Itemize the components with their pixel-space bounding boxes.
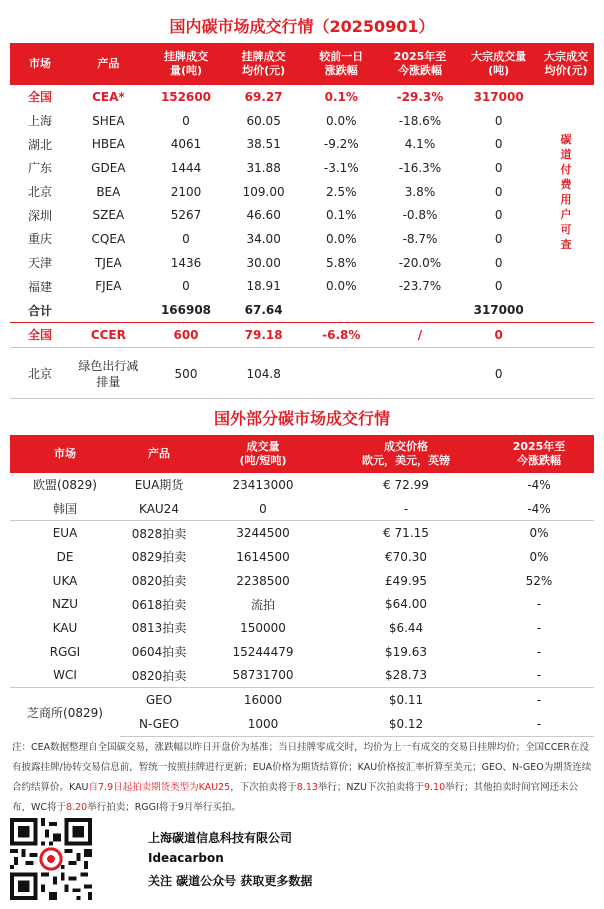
table-cell: 0 (459, 322, 538, 347)
table-cell: 北京 (28, 185, 53, 200)
table-cell: 31.88 (246, 160, 281, 175)
table-cell (538, 298, 594, 322)
table-cell: CQEA (91, 231, 126, 246)
table-cell: 0 (494, 184, 503, 199)
table-cell: 0% (529, 549, 549, 564)
table-cell: € 71.15 (383, 526, 429, 541)
table-cell: 60.05 (246, 113, 281, 128)
table-cell: GEO (145, 693, 173, 708)
table-cell: 0813拍卖 (131, 621, 187, 636)
table-cell: KAU (52, 620, 78, 635)
table-cell: -0.8% (402, 208, 438, 223)
table-cell: SZEA (92, 208, 125, 223)
table-cell: 0.0% (326, 279, 357, 294)
table-cell: -8.7% (402, 231, 438, 246)
table-cell: HBEA (91, 137, 125, 152)
qr-code-icon (10, 818, 92, 900)
table-cell: $64.00 (385, 597, 427, 612)
table-row (10, 521, 594, 545)
table-cell: 4.1% (404, 137, 436, 152)
table-cell: 0% (529, 526, 549, 541)
foreign-header-cell: 成交价格 欧元，美元，英镑 (328, 435, 484, 473)
table-cell: SHEA (92, 113, 125, 128)
table-cell: 0 (182, 231, 190, 246)
table-cell: 5.8% (326, 255, 357, 270)
table-row (10, 569, 594, 593)
table-cell: 104.8 (246, 366, 281, 381)
table-row (10, 275, 594, 299)
footnote: 注：CEA数据整理自全国碳交易，涨跌幅以昨日开盘价为基准；当日挂牌零成交时，均价为上一有成交的交易日挂牌均价；全国CCER在没有披露挂牌/协转交易信息前，暂统一按照挂牌进行更新；EUA价格为期货结算价；KAU价格按汇率折算至美元；GEO、N-GEO为期货连续合约结算价。KAU自7.9日起拍卖期货类型为KAU25，下次拍卖将于8.13举行；NZU下次拍卖将于9.10举行；其他拍卖时间官网还未公布，WC将于8.20举行拍卖；RGGI将于9月举行买拍。 (12, 742, 592, 813)
table-cell: 重庆 (28, 232, 53, 247)
table-cell: 广东 (28, 161, 53, 176)
table-row (10, 156, 594, 180)
table-cell: 0 (494, 255, 503, 270)
table-cell: -9.2% (323, 137, 359, 152)
table-row (10, 109, 594, 133)
table-cell: 0 (494, 231, 503, 246)
table-row (10, 85, 594, 109)
table-cell: 67.64 (225, 298, 302, 322)
table-cell: 0.1% (324, 89, 358, 104)
table-cell: 3244500 (236, 526, 290, 541)
follow-cta: 关注 碳道公众号 获取更多数据 (148, 874, 313, 888)
table-cell: 0 (494, 160, 503, 175)
table-row (10, 322, 594, 347)
foreign-header-cell: 成交量 (吨/短吨) (198, 435, 328, 473)
table-cell: 流拍 (250, 597, 275, 612)
table-cell: 0820拍卖 (120, 664, 198, 688)
domestic-header-cell: 产品 (70, 43, 147, 85)
table-row (10, 132, 594, 156)
table-cell: 欧盟(0829) (33, 478, 97, 493)
foreign-header-cell: 市场 (10, 435, 120, 473)
table-cell: FJEA (95, 279, 122, 294)
foreign-header-cell: 产品 (120, 435, 198, 473)
table-cell: -18.6% (398, 113, 442, 128)
table-cell: 317000 (473, 89, 524, 104)
table-cell: $6.44 (388, 620, 424, 635)
table-cell: 3.8% (404, 184, 436, 199)
table-cell: 30.00 (246, 255, 281, 270)
table-cell: 湖北 (28, 137, 53, 152)
table-cell: -20.0% (398, 255, 442, 270)
table-cell: 0 (494, 137, 503, 152)
table-cell: 2238500 (236, 573, 290, 588)
table-cell: 韩国 (10, 497, 120, 521)
table-cell: 2100 (170, 184, 202, 199)
table-cell (302, 347, 381, 400)
table-cell: UKA (52, 573, 78, 588)
table-cell: / (381, 322, 460, 347)
table-cell: $28.73 (328, 664, 484, 688)
table-row (10, 616, 594, 640)
table-cell (538, 347, 594, 400)
table-cell: 46.60 (246, 208, 281, 223)
table-cell: -6.8% (302, 322, 381, 347)
domestic-header-cell: 大宗成交 均价(元) (538, 43, 594, 85)
table-row (10, 664, 594, 688)
table-cell: 0604拍卖 (131, 645, 187, 660)
table-cell: 1436 (170, 255, 202, 270)
table-cell: 34.00 (246, 231, 281, 246)
table-cell: -4% (484, 497, 594, 521)
table-cell: 152600 (160, 89, 212, 104)
table-cell: - (536, 620, 542, 635)
table-cell (70, 298, 147, 322)
table-cell: 79.18 (225, 322, 302, 347)
table-cell: 北京 (28, 367, 53, 382)
table-row (10, 227, 594, 251)
table-cell: - (536, 644, 542, 659)
table-cell: BEA (96, 184, 121, 199)
table-cell: CEA* (92, 89, 125, 104)
table-cell: 15244479 (232, 644, 294, 659)
table-cell: -4% (527, 477, 551, 492)
table-cell: 58731700 (198, 664, 328, 688)
table-cell: 16000 (243, 693, 283, 708)
table-cell: - (536, 597, 542, 612)
table-cell: - (536, 693, 542, 708)
table-cell: - (484, 712, 594, 736)
table-cell: WCI (10, 664, 120, 688)
domestic-header-cell: 挂牌成交 均价(元) (225, 43, 302, 85)
table-cell: $0.11 (388, 693, 424, 708)
table-cell: -23.7% (398, 279, 442, 294)
table-cell: 上海 (28, 114, 53, 129)
table-cell: 69.27 (244, 89, 283, 104)
table-cell: 0618拍卖 (131, 597, 187, 612)
table-cell: - (328, 497, 484, 521)
table-cell: 0 (182, 279, 190, 294)
table-cell: € 72.99 (383, 477, 429, 492)
table-cell: EUA期货 (134, 478, 184, 493)
table-cell: 0 (494, 366, 503, 381)
table-cell: 18.91 (246, 279, 281, 294)
table-cell: 芝商所(0829) (27, 705, 103, 720)
table-cell: £49.95 (385, 573, 427, 588)
table-cell: 1000 (198, 712, 328, 736)
table-cell: 23413000 (232, 477, 294, 492)
table-cell (381, 298, 460, 322)
table-cell: DE (56, 549, 74, 564)
table-cell: 全国 (10, 322, 70, 347)
table-cell: 52% (525, 573, 553, 588)
table-cell: N-GEO (120, 712, 198, 736)
table-cell: 绿色出行减 排量 (78, 358, 139, 389)
table-row (10, 298, 594, 322)
table-cell: $19.63 (385, 644, 427, 659)
table-row (10, 497, 594, 521)
table-cell: EUA (52, 526, 78, 541)
table-cell: 天津 (28, 256, 53, 271)
table-cell: 0 (198, 497, 328, 521)
company-name: 上海碳道信息科技有限公司 (148, 831, 293, 845)
table-cell: 深圳 (28, 208, 53, 223)
table-cell: -29.3% (396, 89, 444, 104)
domestic-table (10, 43, 594, 400)
side-note (538, 85, 594, 298)
table-row (10, 592, 594, 616)
table-cell: 150000 (240, 620, 286, 635)
table-cell: 0829拍卖 (131, 550, 187, 565)
table-cell: 109.00 (242, 184, 285, 199)
table-row (10, 203, 594, 227)
table-row (10, 251, 594, 275)
table-cell: $0.12 (328, 712, 484, 736)
domestic-header-cell: 大宗成交量 (吨) (459, 43, 538, 85)
table-cell: 166908 (147, 298, 226, 322)
table-cell: 0.0% (326, 231, 357, 246)
table-cell (381, 347, 460, 400)
domestic-title: 国内碳市场成交行情（20250901） (169, 17, 435, 36)
table-cell: -3.1% (323, 160, 359, 175)
table-cell: 全国 (28, 90, 53, 105)
table-row (10, 180, 594, 204)
table-cell: 2.5% (326, 184, 357, 199)
table-cell: 0828拍卖 (131, 526, 187, 541)
foreign-table (10, 435, 594, 737)
table-cell: - (484, 664, 594, 688)
table-cell: 0 (494, 113, 503, 128)
table-cell: 1614500 (236, 549, 290, 564)
table-cell: 福建 (28, 279, 53, 294)
table-cell (538, 322, 594, 347)
table-cell: 0 (494, 208, 503, 223)
table-row (10, 640, 594, 664)
table-cell: 500 (174, 366, 198, 381)
table-cell: 317000 (459, 298, 538, 322)
brand-name: Ideacarbon (148, 851, 224, 865)
table-cell: 0820拍卖 (131, 574, 187, 589)
side-note-text: 碳道付费用户可查 (560, 132, 572, 251)
domestic-header-cell: 较前一日 涨跌幅 (302, 43, 381, 85)
table-cell: 5267 (170, 208, 202, 223)
table-cell: 1444 (170, 160, 202, 175)
section-divider (10, 398, 594, 399)
foreign-title: 国外部分碳市场成交行情 (213, 409, 390, 428)
table-cell: 4061 (170, 137, 202, 152)
table-cell: €70.30 (385, 549, 427, 564)
table-cell: CCER (70, 322, 147, 347)
foreign-header-cell: 2025年至 今涨跌幅 (484, 435, 594, 473)
table-cell: RGGI (49, 644, 81, 659)
table-cell: 0.1% (326, 208, 357, 223)
table-cell: KAU24 (120, 497, 198, 521)
table-cell: 0 (494, 279, 503, 294)
domestic-header-cell: 市场 (10, 43, 70, 85)
table-row (10, 347, 594, 400)
domestic-header-cell: 2025年至 今涨跌幅 (381, 43, 460, 85)
table-cell: 0 (182, 113, 190, 128)
table-cell (302, 298, 381, 322)
table-cell: GDEA (91, 160, 126, 175)
table-cell: NZU (52, 597, 78, 612)
table-row (10, 473, 594, 497)
table-row (10, 545, 594, 569)
domestic-header-cell: 挂牌成交 量(吨) (147, 43, 226, 85)
table-cell: 600 (147, 322, 226, 347)
table-cell: -16.3% (398, 160, 442, 175)
table-cell: TJEA (95, 255, 122, 270)
table-cell: 38.51 (246, 137, 281, 152)
table-cell: 0.0% (326, 113, 357, 128)
table-cell: 合计 (10, 298, 70, 322)
table-row (10, 688, 594, 712)
